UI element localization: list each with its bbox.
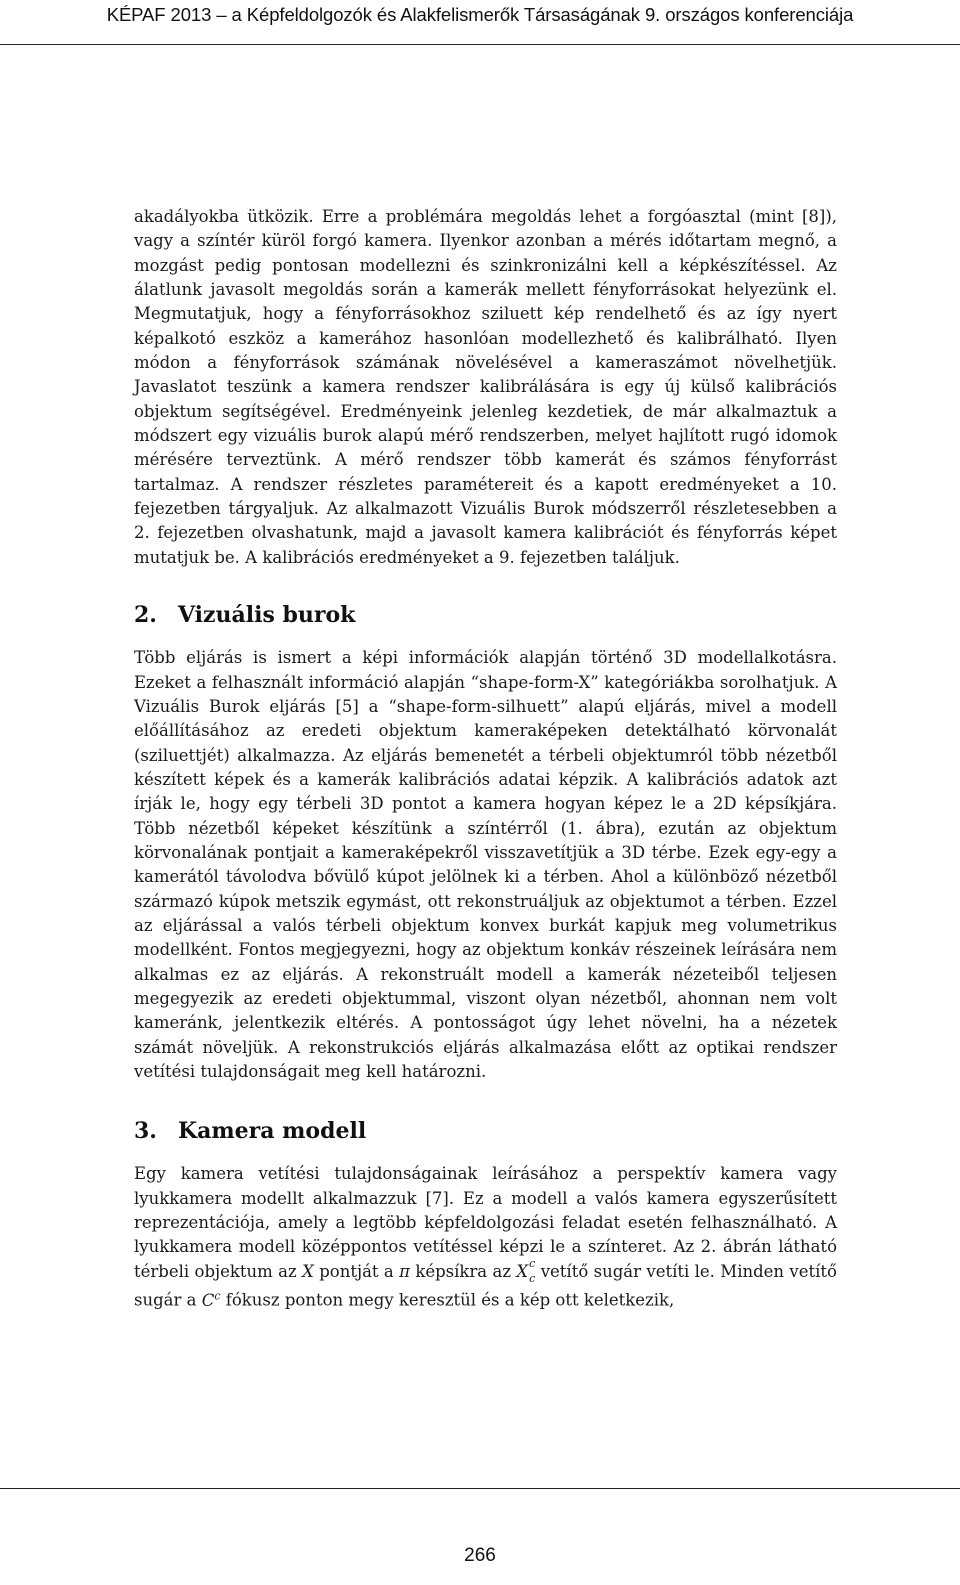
math-xcc: X c c [516,1257,536,1286]
footer-rule [0,1488,960,1489]
text-run: pontját a [313,1261,400,1281]
conference-title: KÉPAF 2013 – a Képfeldolgozók és Alakfelismerők Társaságának 9. országos konferenciája [106,4,854,25]
section-title: Vizuális burok [178,602,356,629]
section-number: 2. [134,602,157,629]
text-run: fókusz ponton megy keresztül és a kép ott keletkezik, [220,1290,675,1310]
page-body [134,205,837,1313]
math-x: X [302,1261,314,1281]
page-number: 266 [464,1545,496,1566]
section3-paragraph [134,1162,837,1313]
math-pi: π [399,1261,410,1281]
header-rule [0,44,960,45]
text-run: vetítő sugár vetíti le. Minden vetítő sugár a [134,1261,837,1310]
text-run: képsíkra az [409,1261,517,1281]
math-cc: $C^c$ [201,1289,221,1310]
text-run: Egy kamera vetítési tulajdonságainak leírásához a perspektív kamera vagy lyukkamera modellt alkalmazzuk [7]. Ez a modell a valós kamera egyszerűsített reprezentációja, amely a legtöbb képfeldolgozási feladat esetén felhasználható. A lyukkamera modell középpontos vetítéssel képzi le a színteret. Az 2. ábrán látható térbeli objektum az [134,1164,837,1281]
section-heading-camera-model [134,1116,837,1146]
section-number: 3. [134,1118,157,1145]
intro-paragraph: akadályokba ütközik. Erre a problémára megoldás lehet a forgóasztal (mint [8]), vagy a színtér küröl forgó kamera. Ilyenkor azonban a mérés időtartam megnő, a mozgást pedig pontosan modellezni és szinkronizálni kell a képkészítéssel. Az álatlunk javasolt megoldás során a kamerák mellett fényforrásokat helyezünk el. Megmutatjuk, hogy a fényforrásokhoz sziluett kép rendelhető és az így nyert képalkotó eszköz a kamerához hasonlóan modellezhető és kalibrálható. Ilyen módon a fényforrások számának növelésével a kameraszámot növelhetjük. Javaslatot teszünk a kamera rendszer kalibrálására is egy új külső kalibrációs objektum segítségével. Eredményeink jelenleg kezdetiek, de már alkalmaztuk a módszert egy vizuális burok alapú mérő rendszerben, melyet hajlított rugó idomok mérésére terveztünk. A mérő rendszer több kamerát és számos fényforrást tartalmaz. A rendszer részletes paramétereit és a kapott eredményeket a 10. fejezetben tárgyaljuk. Az alkalmazott Vizuális Burok módszerről részletesebben a 2. fejezetben olvashatunk, majd a javasolt kamera kalibrációt és fényforrás képet mutatjuk be. A kalibrációs eredményeket a 9. fejezetben találjuk. [134,207,837,567]
page-header [0,0,960,50]
section-title: Kamera modell [178,1118,367,1145]
section2-paragraph: Több eljárás is ismert a képi információk alapján történő 3D modellalkotásra. Ezeket a felhasznált információ alapján “shape-form-X” kategóriákba sorolhatjuk. A Vizuális Burok eljárás [5] a “shape-form-silhuett” alapú eljárás, mivel a modell előállításához az eredeti objektum kameraképeken detektálható körvonalát (sziluettjét) alkalmazza. Az eljárás bemenetét a térbeli objektumról több nézetből készített képek és a kamerák kalibrációs adatai képzik. A kalibrációs adatok azt írják le, hogy egy térbeli 3D pontot a kamera hogyan képez le a 2D képsíkjára. Több nézetből képeket készítünk a színtérről (1. ábra), ezután az objektum körvonalának pontjait a kameraképekről visszavetítjük a 3D térbe. Ezek egy-egy a kamerától távolodva bővülő kúpot jelölnek ki a térben. Ahol a különböző nézetből származó kúpok metszik egymást, ott rekonstruáljuk az objektumot a térben. Ezzel az eljárással a valós térbeli objektum konvex burkát kapjuk meg volumetrikus modellként. Fontos megjegyezni, hogy az objektum konkáv részeinek leírására nem alkalmas ez az eljárás. A rekonstruált modell a kamerák nézeteiből teljesen megegyezik az eredeti objektummal, viszont olyan nézetből, ahonnan nem volt kameránk, jelentkezik eltérés. A pontosságot úgy lehet növelni, ha a nézetek számát növeljük. A rekonstrukciós eljárás alkalmazása előtt az optikai rendszer vetítési tulajdonságait meg kell határozni. [134,648,837,1081]
section-heading-visual-hull [134,600,837,630]
